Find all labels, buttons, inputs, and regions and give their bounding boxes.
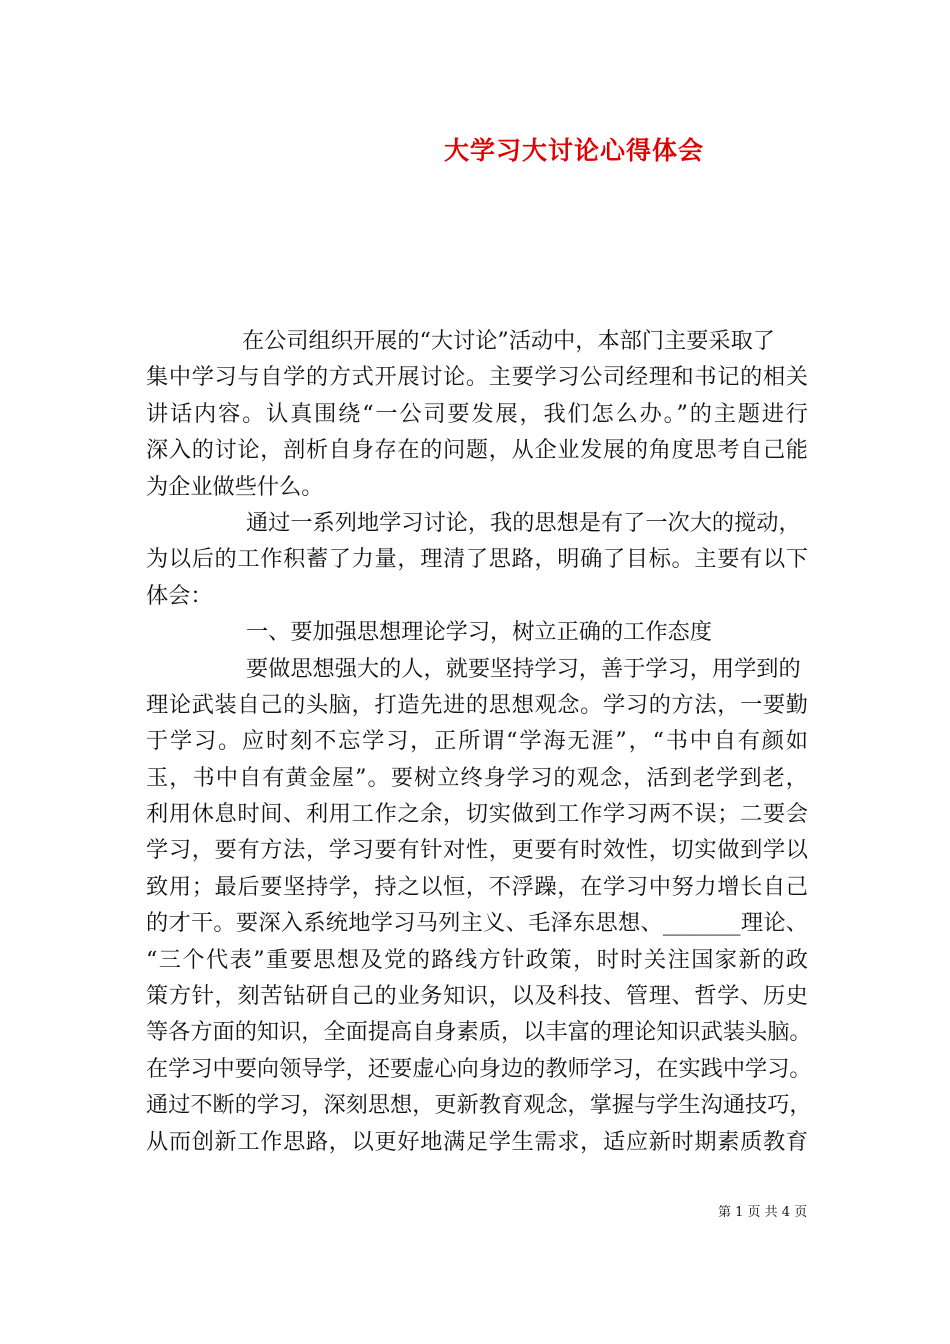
paragraph-3-line-4: 玉，书中自有黄金屋”。要树立终身学习的观念，活到老学到老， [146, 764, 808, 791]
paragraph-3-line-3: 于学习。应时刻不忘学习，正所谓“学海无涯”，“书中自有颜如 [146, 728, 808, 755]
paragraph-3-line-5: 利用休息时间、利用工作之余，切实做到工作学习两不误；二要会 [146, 801, 808, 828]
paragraph-3-line-2: 理论武装自己的头脑，打造先进的思想观念。学习的方法，一要勤 [146, 691, 808, 718]
paragraph-3-line-6: 学习，要有方法，学习要有针对性，更要有时效性，切实做到学以 [146, 837, 808, 864]
paragraph-3-line-12: 在学习中要向领导学，还要虚心向身边的教师学习，在实践中学习。 [146, 1055, 812, 1082]
document-title-text: 大学习大讨论心得体会 [443, 136, 704, 165]
paragraph-3-line-8: 的才干。要深入系统地学习马列主义、毛泽东思想、_______理论、 [146, 910, 808, 937]
document-body [146, 323, 812, 1160]
paragraph-3-line-13: 通过不断的学习，深刻思想，更新教育观念，掌握与学生沟通技巧， [146, 1092, 812, 1119]
paragraph-2-line-2: 为以后的工作积蓄了力量，理清了思路，明确了目标。主要有以下 [146, 546, 808, 573]
paragraph-3-line-14: 从而创新工作思路，以更好地满足学生需求，适应新时期素质教育 [146, 1128, 808, 1155]
paragraph-1-line-5: 为企业做些什么。 [146, 473, 324, 500]
paragraph-1-line-3: 讲话内容。认真围绕“一公司要发展，我们怎么办。”的主题进行 [146, 400, 808, 427]
page-number-footer: 第 1 页 共 4 页 [718, 1205, 808, 1220]
paragraph-3-line-10: 策方针，刻苦钻研自己的业务知识，以及科技、管理、哲学、历史 [146, 983, 808, 1010]
paragraph-1-line-1: 在公司组织开展的“大讨论”活动中，本部门主要采取了 [242, 328, 775, 354]
paragraph-1-line-2: 集中学习与自学的方式开展讨论。主要学习公司经理和书记的相关 [146, 364, 808, 391]
paragraph-3-line-7: 致用；最后要坚持学，持之以恒，不浮躁，在学习中努力增长自己 [146, 873, 808, 900]
paragraph-3-line-9: “三个代表”重要思想及党的路线方针政策，时时关注国家新的政 [146, 946, 808, 973]
paragraph-2-line-3: 体会： [146, 582, 213, 609]
paragraph-3-line-1: 要做思想强大的人，就要坚持学习，善于学习，用学到的 [246, 655, 801, 682]
document-title [0, 133, 950, 169]
paragraph-1-line-4: 深入的讨论，剖析自身存在的问题，从企业发展的角度思考自己能 [146, 437, 808, 464]
paragraph-2-line-1: 通过一系列地学习讨论，我的思想是有了一次大的搅动， [246, 509, 801, 536]
section-heading-1: 一、要加强思想理论学习，树立正确的工作态度 [246, 619, 712, 646]
paragraph-3-line-11: 等各方面的知识，全面提高自身素质，以丰富的理论知识武装头脑。 [146, 1019, 812, 1046]
